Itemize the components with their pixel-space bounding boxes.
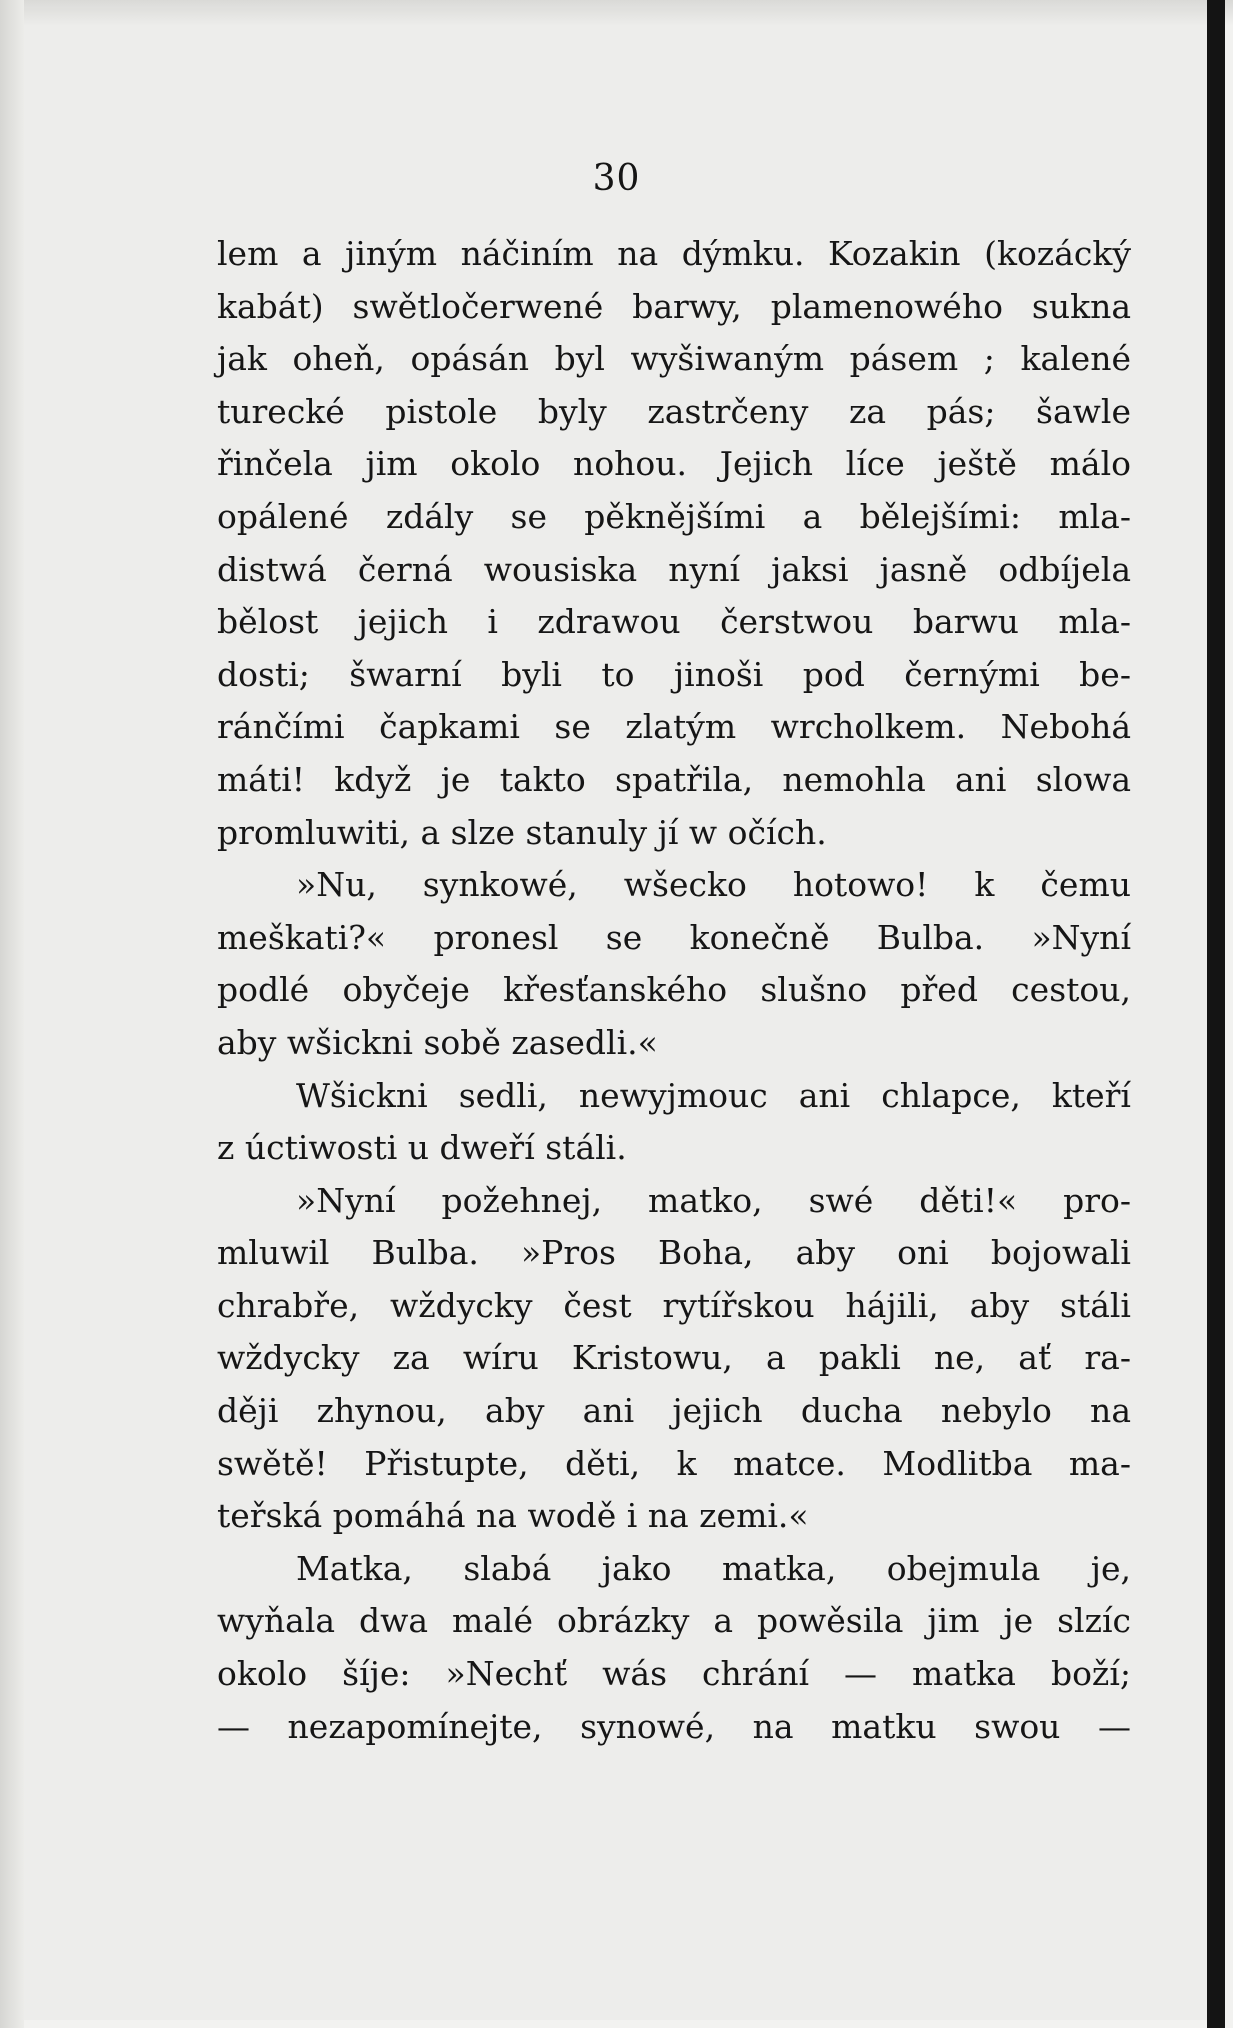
text-line: turecké pistole byly zastrčeny za pás; šawle <box>217 391 1131 431</box>
text-line: dosti; šwarní byli to jinoši pod černými be- <box>217 654 1131 694</box>
text-line: wždycky za wíru Kristowu, a pakli ne, ať ra- <box>217 1338 1131 1378</box>
text-line: chrabře, wždycky čest rytířskou hájili, aby stáli <box>217 1285 1131 1325</box>
text-line: aby wšickni sobě zasedli.« <box>217 1022 658 1062</box>
scan-left-edge <box>0 0 24 2028</box>
scan-right-border <box>1207 0 1225 2028</box>
text-line: Matka, slabá jako matka, obejmula je, <box>296 1548 1131 1588</box>
text-line: meškati?« pronesl se konečně Bulba. »Nyní <box>217 917 1131 957</box>
text-line: »Nu, synkowé, wšecko hotowo! k čemu <box>296 865 1131 905</box>
page-number: 30 <box>592 158 641 199</box>
text-line: distwá černá wousiska nyní jaksi jasně odbíjela <box>217 549 1131 589</box>
text-line: Wšickni sedli, newyjmouc ani chlapce, kteří <box>296 1075 1131 1115</box>
text-line: — nezapomínejte, synowé, na matku swou — <box>217 1706 1131 1746</box>
text-line: mluwil Bulba. »Pros Boha, aby oni bojowali <box>217 1233 1131 1273</box>
scan-top-shadow <box>0 0 1233 26</box>
text-line: ději zhynou, aby ani jejich ducha nebylo na <box>217 1391 1131 1431</box>
text-line: bělost jejich i zdrawou čerstwou barwu mla- <box>217 602 1131 642</box>
text-line: okolo šíje: »Nechť wás chrání — matka boží; <box>217 1654 1131 1694</box>
text-line: řinčela jim okolo nohou. Jejich líce ještě málo <box>217 444 1131 484</box>
text-line: opálené zdály se pěknějšími a bělejšími: mla- <box>217 496 1131 536</box>
text-line: máti! když je takto spatřila, nemohla ani slowa <box>217 759 1131 799</box>
text-line: »Nyní požehnej, matko, swé děti!« pro- <box>296 1180 1131 1220</box>
text-line: podlé obyčeje křesťanského slušno před cestou, <box>217 970 1131 1010</box>
text-line: ránčími čapkami se zlatým wrcholkem. Nebohá <box>217 707 1131 747</box>
text-line: teřská pomáhá na wodě i na zemi.« <box>217 1496 809 1536</box>
text-line: wyňala dwa malé obrázky a powěsila jim je slzíc <box>217 1601 1131 1641</box>
text-line: kabát) swětločerwené barwy, plamenowého sukna <box>217 286 1131 326</box>
text-line: lem a jiným náčiním na dýmku. Kozakin (kozácký <box>217 234 1131 273</box>
text-line: jak oheň, opásán byl wyšiwaným pásem ; kalené <box>217 339 1131 379</box>
text-line: z úctiwosti u dweří stáli. <box>217 1128 627 1168</box>
body-text <box>217 228 1131 1753</box>
text-line: swětě! Přistupte, děti, k matce. Modlitba ma- <box>217 1443 1131 1483</box>
text-line: promluwiti, a slze stanuly jí w očích. <box>217 812 827 852</box>
